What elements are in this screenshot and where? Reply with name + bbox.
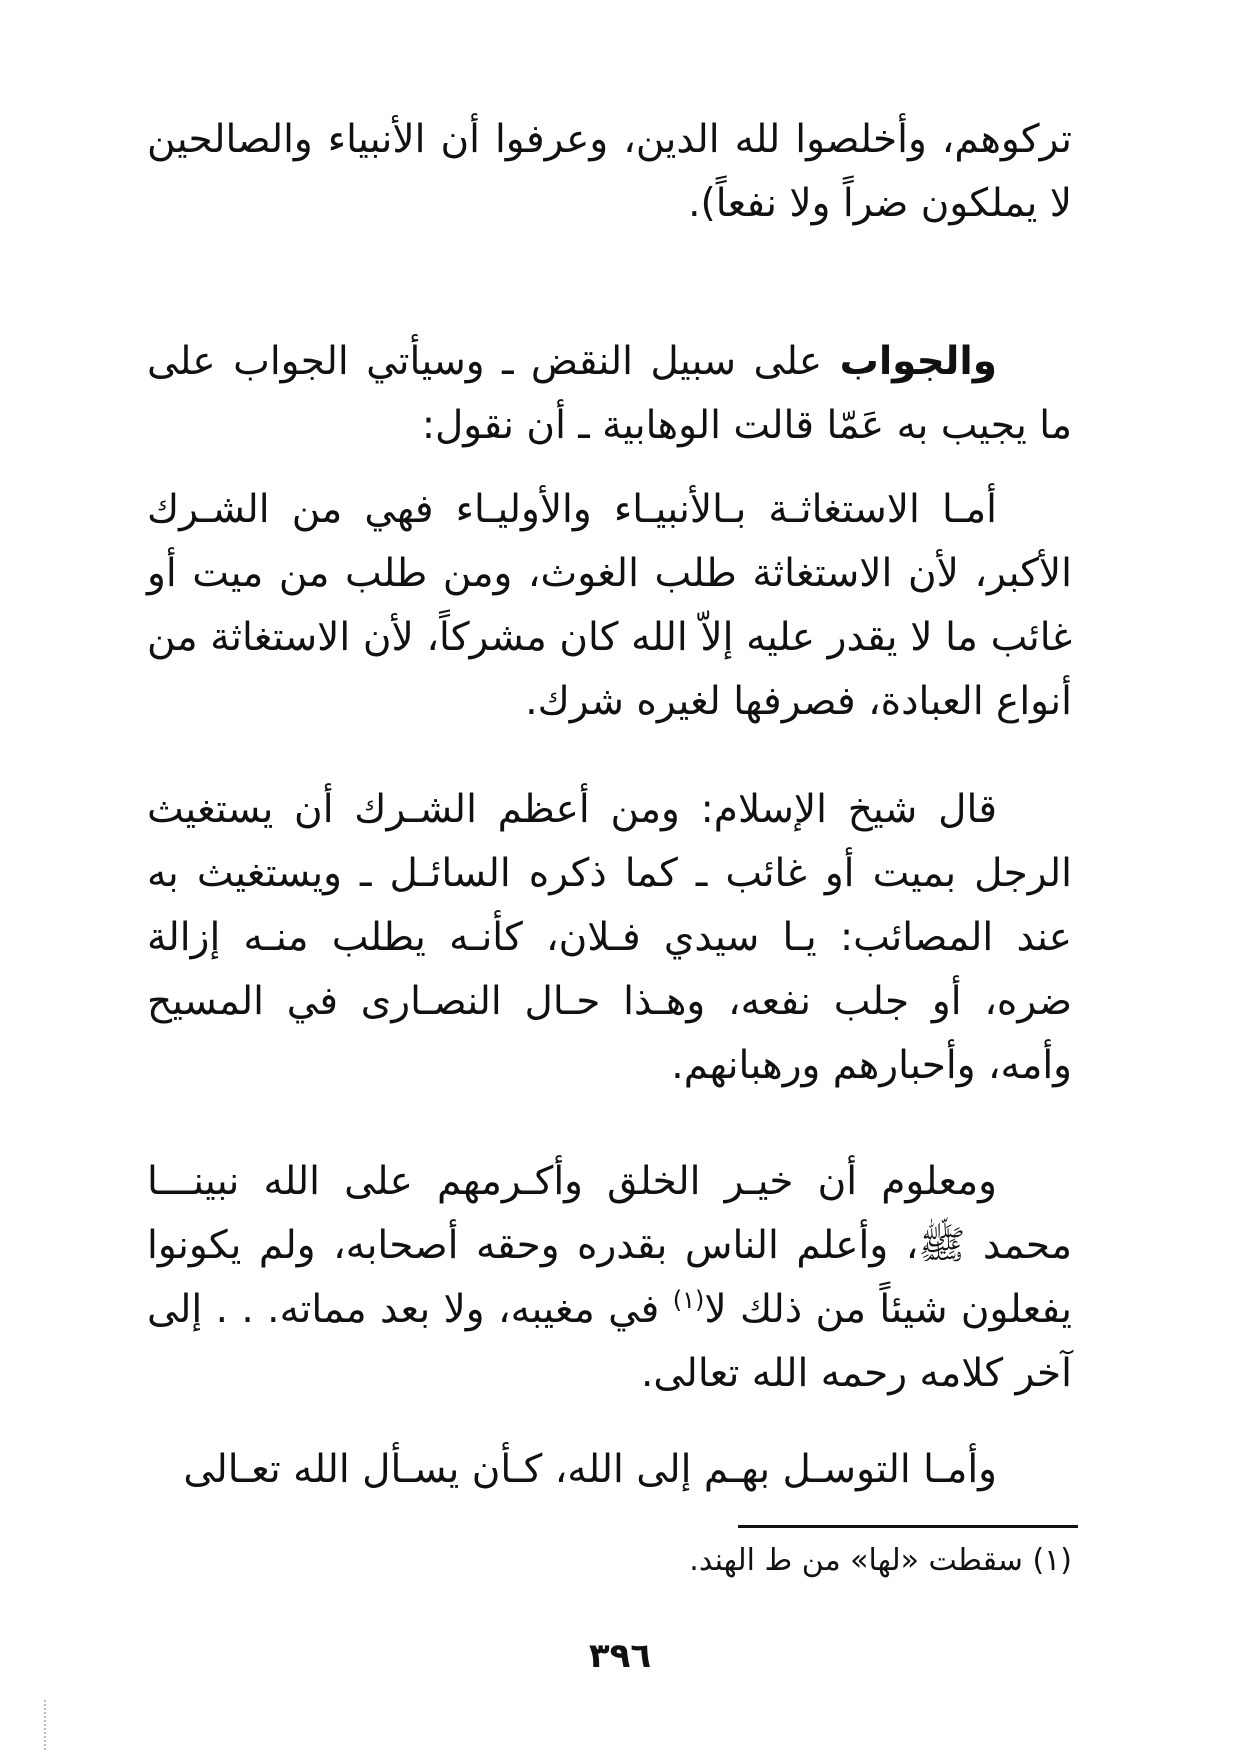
paragraph-2 — [147, 330, 1072, 458]
scan-edge-mark — [44, 1700, 48, 1750]
paragraph-3-text: أمـا الاستغاثـة بـالأنبيـاء والأوليـاء فهي من الشـرك الأكبر، لأن الاستغاثة طلب الغوث، ومن طلب من ميت أو غائب ما لا يقدر عليه إلاّ الله كان مشركاً، لأن الاستغاثة من أنواع العبادة، فصرفها لغيره شرك. — [147, 487, 1072, 724]
paragraph-5-text-after: في مغيبه، ولا بعد مماته. . . إلى آخر كلامه رحمه الله تعالى. — [147, 1287, 1072, 1396]
paragraph-4 — [147, 778, 1072, 1098]
paragraph-6 — [147, 1438, 1072, 1502]
paragraph-4-text: قال شيخ الإسلام: ومن أعظم الشـرك أن يستغيث الرجل بميت أو غائب ـ كما ذكره السائـل ـ ويستغيث به عند المصائب: يـا سيدي فـلان، كأنـه يطلب منـه إزالة ضره، أو جلب نفعه، وهـذا حـال النصـارى في المسيح وأمه، وأحبارهم ورهبانهم. — [147, 787, 1072, 1088]
paragraph-2-text: على سبيل النقض ـ وسيأتي الجواب على ما يجيب به عَمّا قالت الوهابية ـ أن نقول: — [147, 339, 1072, 448]
paragraph-6-text: وأمـا التوسـل بهـم إلى الله، كـأن يسـأل الله تعـالى — [183, 1447, 997, 1492]
footnote: (١) سقطت «لها» من ط الهند. — [689, 1543, 1072, 1578]
paragraph-2-lead: والجواب — [839, 339, 997, 384]
footnote-divider — [738, 1525, 1078, 1528]
page-number: ٣٩٦ — [588, 1636, 652, 1676]
footnote-marker: (١) — [672, 1286, 705, 1314]
paragraph-1 — [147, 108, 1072, 236]
paragraph-5-text-before: ومعلوم أن خيـر الخلق وأكـرمهم على الله نبينـــا محمد ﷺ، وأعلم الناس بقدره وحقه أصحابه، ولم يكونوا يفعلون شيئاً من ذلك لا — [147, 1159, 1072, 1332]
paragraph-5 — [147, 1150, 1072, 1406]
paragraph-1-text: تركوهم، وأخلصوا لله الدين، وعرفوا أن الأنبياء والصالحين لا يملكون ضراً ولا نفعاً). — [147, 117, 1072, 226]
paragraph-3 — [147, 478, 1072, 734]
